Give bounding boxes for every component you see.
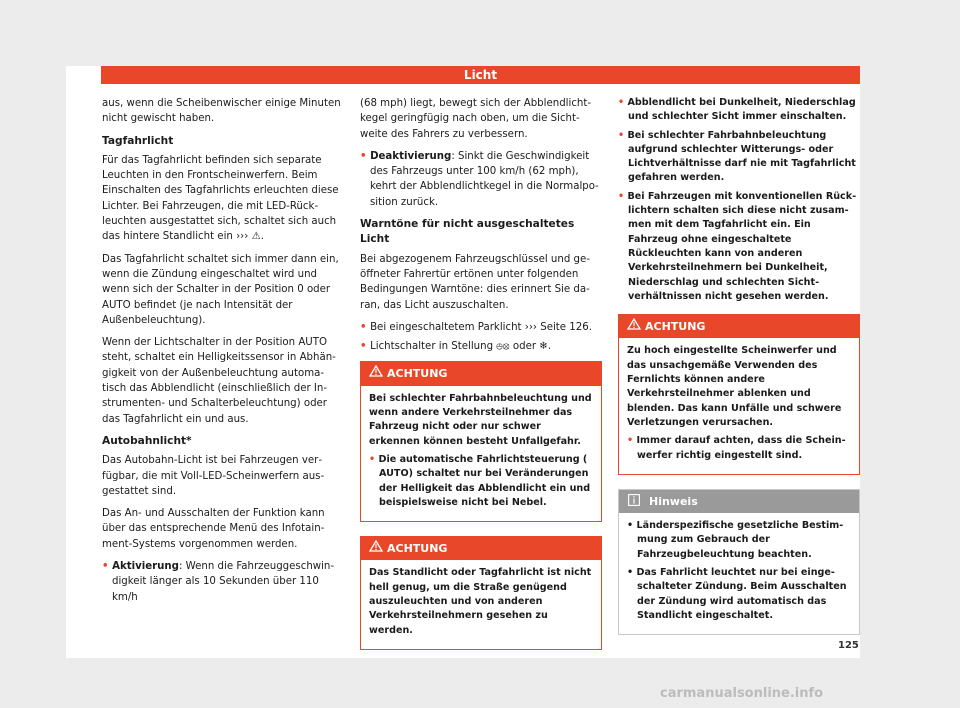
bullet-text: : Wenn die Fahrzeuggeschwindigkeit länger als 10 Sekunden über 110 km/h — [112, 561, 335, 603]
paragraph: Das Autobahn-Licht ist bei Fahrzeugen verfügbar, die mit Voll-LED-Scheinwerfern ausgestattet sind. — [102, 455, 325, 497]
bullet-text: Das Fahrlicht leuchtet nur bei eingeschalteter Zündung. Beim Ausschalten der Zündung wird automatisch das Standlicht eingeschaltet. — [636, 567, 847, 621]
bullet-dot: • — [369, 453, 379, 465]
warning-triangle-icon — [369, 540, 383, 552]
warning-title: ACHTUNG — [645, 320, 706, 334]
bullet-item — [360, 339, 602, 354]
bullet-item — [369, 453, 593, 510]
paragraph: Das Tagfahrlicht schaltet sich immer dann ein, wenn die Zündung eingeschaltet wird und wenn sich der Schalter in der Position 0 oder AUTO befindet (je nach Intensität der Außenbeleuchtung). — [102, 253, 339, 326]
column-3 — [618, 96, 860, 635]
page-number: 125 — [838, 640, 859, 651]
bullet-text: Die automatische Fahrlichtsteuerung ( AUTO) schaltet nur bei Veränderungen der Helligkeit das Abblendlicht ein und beispielsweise nicht bei Nebel. — [378, 453, 591, 508]
bullet-dot: • — [360, 321, 371, 333]
bullet-text: Bei eingeschaltetem Parklicht ››› Seite 126. — [370, 321, 592, 333]
bullet-label: Aktivierung — [112, 561, 179, 573]
bullet-dot: • — [618, 129, 628, 141]
bullet-item — [618, 96, 860, 125]
page-header: Licht — [101, 66, 860, 84]
bullet-item — [627, 434, 851, 463]
warning-text: Bei schlechter Fahrbahnbeleuchtung und wenn andere Verkehrsteilnehmer das Fahrzeug nicht oder nur schwer erkennen können besteht Unfallgefahr. — [369, 392, 592, 447]
bullet-item — [102, 559, 342, 605]
bullet-item — [360, 149, 602, 210]
bullet-item — [627, 566, 851, 623]
warning-triangle-icon — [369, 365, 383, 377]
bullet-dot: • — [360, 341, 371, 353]
bullet-dot: • — [627, 567, 637, 579]
bullet-item — [627, 519, 851, 562]
info-icon — [628, 494, 640, 506]
warning-text: Das Standlicht oder Tagfahrlicht ist nicht hell genug, um die Straße genügend auszuleuchten und von anderen Verkehrsteilnehmern gesehen zu werden. — [369, 567, 592, 636]
bullet-dot: • — [627, 520, 637, 532]
hint-title: Hinweis — [649, 494, 698, 508]
bullet-dot: • — [102, 561, 113, 573]
warning-triangle-icon — [627, 318, 641, 330]
heading-warntoene: Warntöne für nicht ausgeschaltetes Licht — [360, 218, 575, 246]
column-1 — [102, 96, 342, 612]
bullet-text: Lichtschalter in Stellung ⦺⦻ oder ❄. — [370, 341, 552, 353]
paragraph: aus, wenn die Scheibenwischer einige Minuten nicht gewischt haben. — [102, 98, 341, 125]
bullet-item — [618, 129, 860, 186]
bullet-text: Länderspezifische gesetzliche Bestimmung zum Gebrauch der Fahrzeugbeleuchtung beachten. — [636, 520, 844, 560]
bullet-item — [618, 190, 860, 304]
bullet-dot: • — [618, 97, 628, 108]
warning-box — [360, 536, 602, 650]
bullet-dot: • — [627, 435, 637, 447]
warning-box-body — [619, 338, 859, 473]
warning-box-header — [361, 537, 601, 560]
heading-tagfahrlicht: Tagfahrlicht — [102, 134, 174, 147]
warning-title: ACHTUNG — [387, 542, 448, 556]
bullet-text: Immer darauf achten, dass die Scheinwerfer richtig eingestellt sind. — [636, 435, 846, 461]
hint-box — [618, 489, 860, 635]
warning-box-header — [619, 315, 859, 338]
column-2 — [360, 96, 602, 664]
warning-title: ACHTUNG — [387, 367, 448, 381]
warning-box-body — [361, 560, 601, 648]
warning-continued — [618, 96, 860, 304]
warning-box-body — [361, 386, 601, 521]
paragraph: (68 mph) liegt, bewegt sich der Abblendlichtkegel geringfügig nach oben, um die Sichtweite des Fahrers zu verbessern. — [360, 98, 592, 140]
warning-box — [360, 361, 602, 522]
paragraph: Das An- und Ausschalten der Funktion kann über das entsprechende Menü des Infotainment-Systems vorgenommen werden. — [102, 508, 325, 550]
hint-box-header — [619, 490, 859, 513]
bullet-text: : Sinkt die Geschwindigkeit des Fahrzeugs unter 100 km/h (62 mph), kehrt der Abblendlichtkegel in die Normalposition zurück. — [370, 150, 599, 208]
bullet-dot: • — [618, 190, 628, 202]
warning-box — [618, 314, 860, 475]
bullet-text: Abblendlicht bei Dunkelheit, Niederschlag und schlechter Sicht immer einschalten. — [627, 97, 856, 123]
paragraph: Wenn der Lichtschalter in der Position AUTO steht, schaltet ein Helligkeitssensor in Abhängigkeit von der Außenbeleuchtung automatisch das Abblendlicht (einschließlich der Instrumenten- und Schalterbeleuchtung) oder das Tagfahrlicht ein und aus. — [102, 337, 336, 425]
watermark: carmanualsonline.info — [660, 686, 824, 701]
paragraph: Bei abgezogenem Fahrzeugschlüssel und geöffneter Fahrertür ertönen unter folgenden Bedingungen Warntöne: dies erinnert Sie daran, das Licht auszuschalten. — [360, 253, 590, 311]
paragraph: Für das Tagfahrlicht befinden sich separate Leuchten in den Frontscheinwerfern. Beim Einschalten des Tagfahrlichts erleuchten diese Lichter. Bei Fahrzeugen, die mit LED-Rückleuchten ausgestattet sich, schaltet sich auch das hintere Standlicht ein ››› ⚠. — [102, 154, 339, 243]
bullet-label: Deaktivierung — [370, 150, 452, 162]
heading-autobahnlicht: Autobahnlicht* — [102, 434, 192, 447]
bullet-dot: • — [360, 150, 371, 162]
bullet-item — [360, 320, 602, 335]
hint-box-body — [619, 513, 859, 634]
bullet-text: Bei schlechter Fahrbahnbeleuchtung aufgrund schlechter Witterungs- oder Lichtverhältnisse darf nie mit Tagfahrlicht gefahren werden. — [627, 129, 856, 184]
warning-box-header — [361, 362, 601, 385]
warning-text: Zu hoch eingestellte Scheinwerfer und das unsachgemäße Verwenden des Fernlichts können andere Verkehrsteilnehmer ablenken und blenden. Das kann Unfälle und schwere Verletzungen verursachen. — [627, 345, 842, 428]
bullet-text: Bei Fahrzeugen mit konventionellen Rücklichtern schalten sich diese nicht zusammen mit dem Tagfahrlicht ein. Ein Fahrzeug ohne eingeschaltete Rückleuchten kann von anderen Verkehrsteilnehmern bei Dunkelheit, Niederschlag und schlechten Sichtverhältnissen nicht gesehen werden. — [627, 190, 857, 302]
